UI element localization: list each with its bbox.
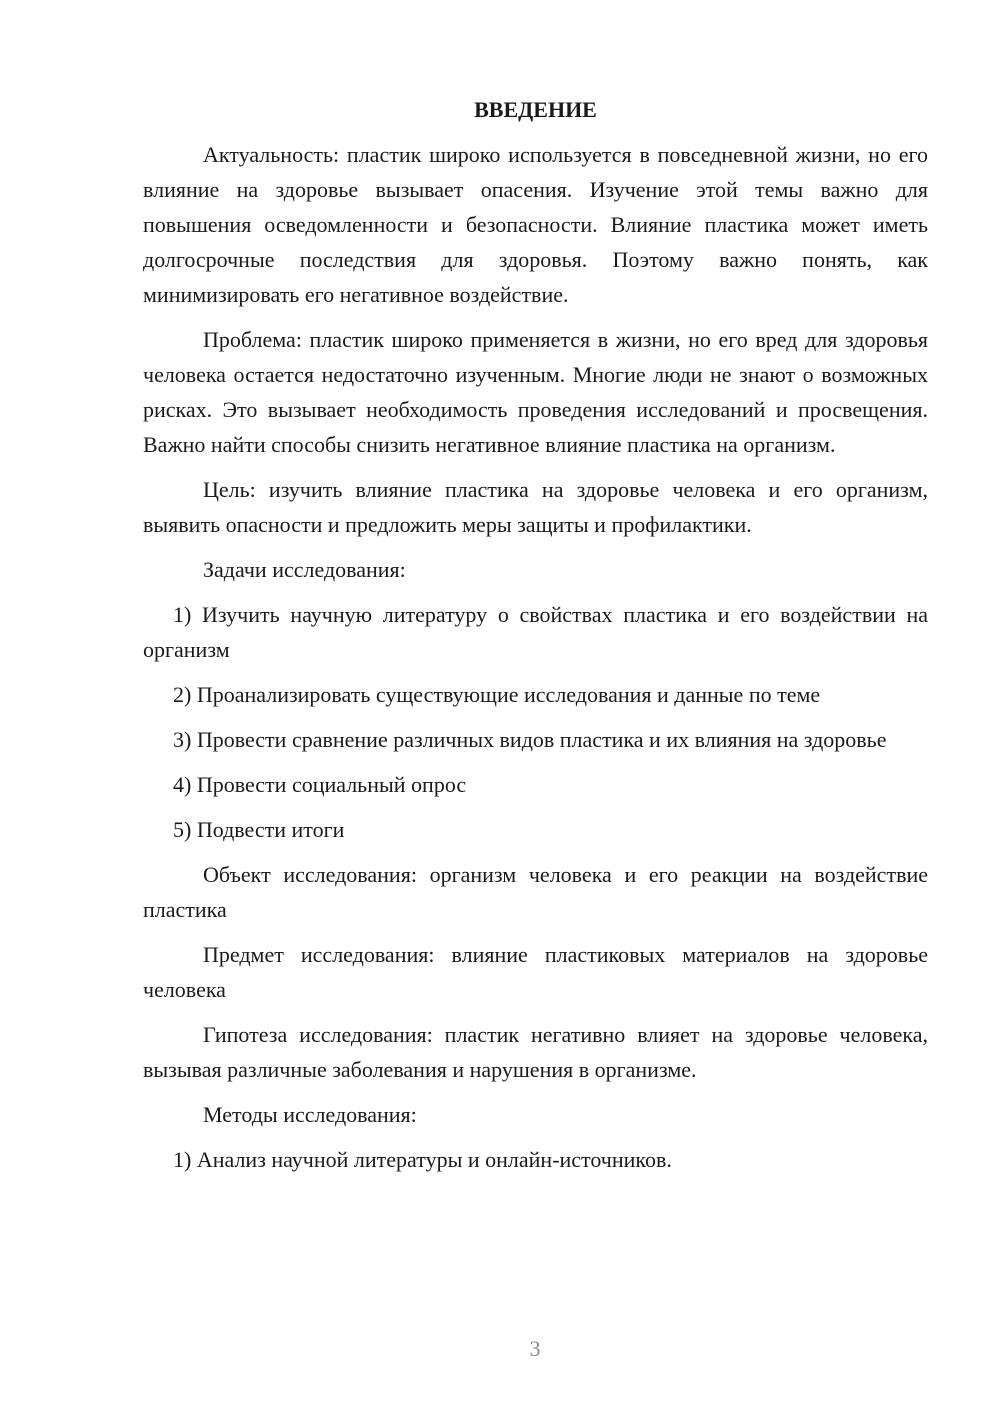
subject-paragraph: Предмет исследования: влияние пластиковых материалов на здоровье человека — [143, 942, 928, 1002]
task-item: 3) Провести сравнение различных видов пластика и их влияния на здоровье — [173, 727, 887, 752]
page-number: 3 — [529, 1336, 541, 1361]
goal-paragraph: Цель: изучить влияние пластика на здоровье человека и его организм, выявить опасности и предложить меры защиты и профилактики. — [143, 477, 928, 537]
method-item: 1) Анализ научной литературы и онлайн-источников. — [173, 1147, 672, 1172]
problem-paragraph: Проблема: пластик широко применяется в жизни, но его вред для здоровья человека остается недостаточно изученным. Многие люди не знают о возможных рисках. Это вызывает необходимость проведения исследований и просвещения. Важно найти способы снизить негативное влияние пластика на организм. — [143, 327, 928, 457]
tasks-heading: Задачи исследования: — [203, 557, 406, 582]
relevance-paragraph: Актуальность: пластик широко используется в повседневной жизни, но его влияние на здоровье вызывает опасения. Изучение этой темы важно для повышения осведомленности и безопасности. Влияние пластика может иметь долгосрочные последствия для здоровья. Поэтому важно понять, как минимизировать его негативное воздействие. — [143, 142, 928, 307]
task-item: 5) Подвести итоги — [173, 817, 345, 842]
object-paragraph: Объект исследования: организм человека и его реакции на воздействие пластика — [143, 862, 928, 922]
task-item: 2) Проанализировать существующие исследования и данные по теме — [173, 682, 821, 707]
task-item: 4) Провести социальный опрос — [173, 772, 467, 797]
page-title: ВВЕДЕНИЕ — [474, 97, 597, 122]
page-content — [143, 92, 928, 1187]
hypothesis-paragraph: Гипотеза исследования: пластик негативно влияет на здоровье человека, вызывая различные заболевания и нарушения в организме. — [143, 1022, 928, 1082]
task-item: 1) Изучить научную литературу о свойствах пластика и его воздействии на организм — [143, 602, 928, 662]
methods-heading: Методы исследования: — [203, 1102, 417, 1127]
